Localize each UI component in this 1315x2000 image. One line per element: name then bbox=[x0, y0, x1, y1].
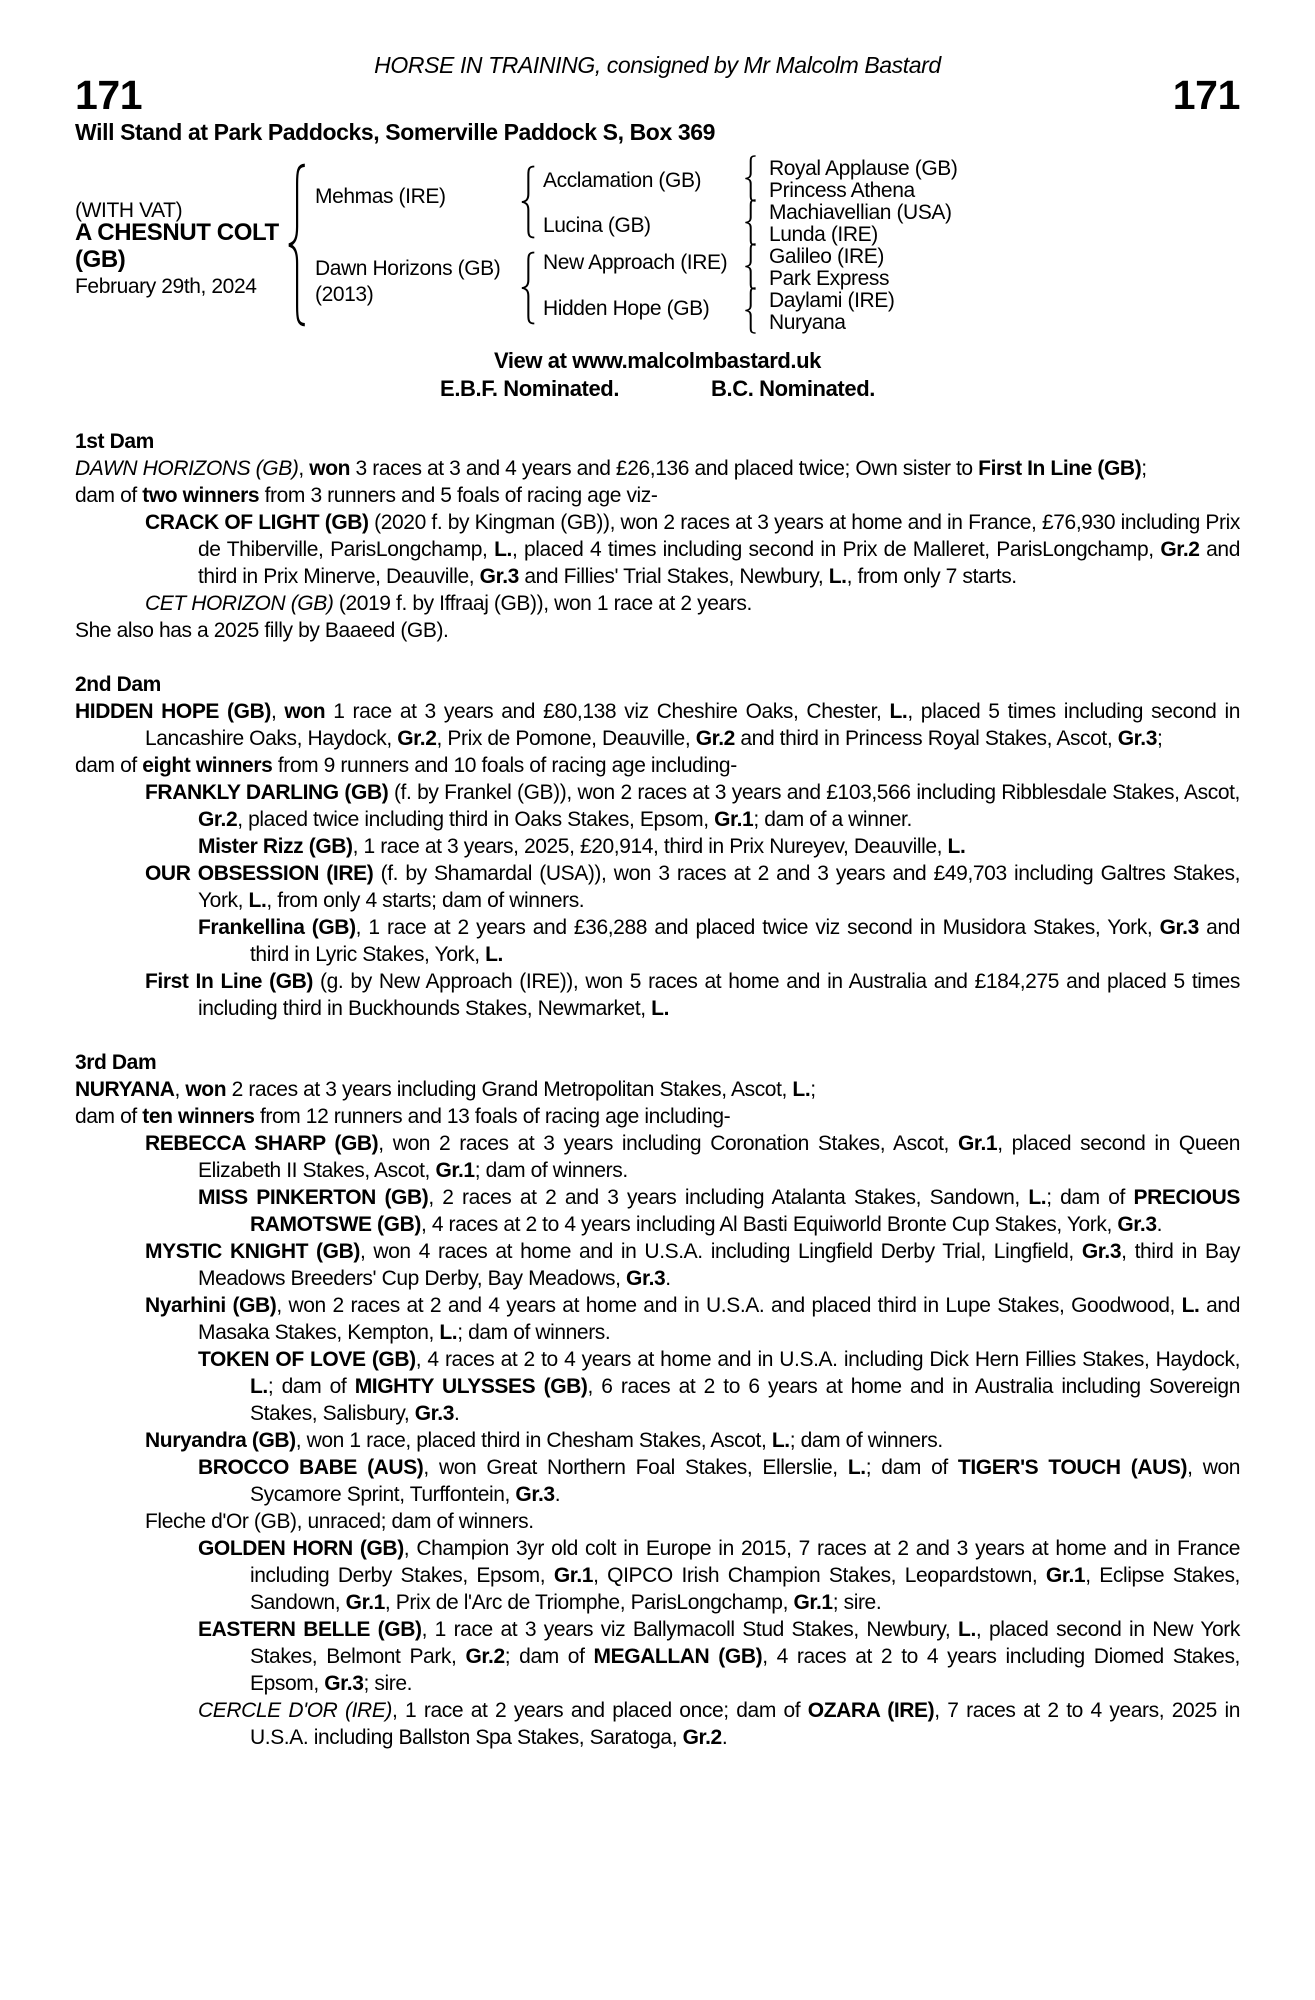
text-run: Nuryandra (GB) bbox=[145, 1429, 296, 1452]
pedigree-paragraph bbox=[75, 860, 1240, 914]
text-run: ; dam of winners. bbox=[457, 1321, 611, 1344]
text-run: two winners bbox=[142, 484, 260, 507]
sire-sire-dam-name: Princess Athena bbox=[769, 179, 915, 202]
text-run: , placed twice including third in Oaks Stakes, Epsom, bbox=[237, 808, 715, 831]
text-run: MYSTIC KNIGHT (GB) bbox=[145, 1240, 360, 1263]
sire-dam-name: Lucina (GB) bbox=[543, 214, 651, 237]
pedigree-paragraph bbox=[75, 1346, 1240, 1427]
pedigree-paragraph bbox=[75, 1184, 1240, 1238]
text-run: dam of bbox=[75, 484, 143, 507]
text-run: L. bbox=[958, 1618, 976, 1641]
dam-name: Dawn Horizons (GB) bbox=[315, 257, 501, 280]
text-run: 1 race at 3 years and £80,138 viz Cheshire Oaks, Chester, bbox=[325, 700, 890, 723]
text-run: won bbox=[185, 1078, 227, 1101]
text-run: (f. by Shamardal (USA)), won 3 races at 2 and 3 years and £49,703 including Galtres Stakes, York, bbox=[198, 862, 1241, 912]
text-run: Gr.1 bbox=[793, 1591, 833, 1614]
dam-year: (2013) bbox=[315, 283, 374, 306]
pedigree-brace-icon bbox=[743, 287, 757, 334]
text-run: from 9 runners and 10 foals of racing age including- bbox=[272, 754, 737, 777]
text-run: L. bbox=[828, 565, 847, 588]
text-run: ; sire. bbox=[363, 1672, 413, 1695]
text-run: L. bbox=[771, 1429, 790, 1452]
pedigree-paragraph bbox=[75, 1535, 1240, 1616]
text-run: L. bbox=[1181, 1294, 1200, 1317]
pedigree-paragraph bbox=[75, 1103, 1240, 1130]
text-run: eight winners bbox=[142, 754, 273, 777]
text-run: , Eclipse Stakes, Sandown, bbox=[250, 1564, 1240, 1614]
text-run: First In Line (GB) bbox=[145, 970, 313, 993]
pedigree-paragraph bbox=[75, 1427, 1240, 1454]
pedigree-paragraph bbox=[75, 752, 1240, 779]
text-run: First In Line (GB) bbox=[978, 457, 1142, 480]
text-run: 3 races at 3 and 4 years and £26,136 and placed twice; Own sister to bbox=[350, 457, 979, 480]
text-run: DAWN HORIZONS (GB) bbox=[75, 457, 299, 480]
pedigree-brace-icon bbox=[743, 199, 757, 246]
text-run: , 7 races at 2 to 4 years, 2025 in U.S.A. including Ballston Spa Stakes, Saratoga, bbox=[250, 1699, 1240, 1749]
text-run: , won Sycamore Sprint, Turffontein, bbox=[250, 1456, 1241, 1506]
text-run: ; dam of winners. bbox=[789, 1429, 943, 1452]
text-run: , 4 races at 2 to 4 years at home and in U.S.A. including Dick Hern Fillies Stakes, Haydock, bbox=[415, 1348, 1241, 1371]
text-run: Gr.3 bbox=[1117, 1213, 1157, 1236]
pedigree-brace-icon bbox=[743, 155, 757, 202]
text-run: and Masaka Stakes, Kempton, bbox=[198, 1294, 1240, 1344]
text-run: TIGER'S TOUCH (AUS) bbox=[957, 1456, 1188, 1479]
text-run: HIDDEN HOPE (GB) bbox=[75, 700, 271, 723]
text-run: ten winners bbox=[142, 1105, 255, 1128]
text-run: Gr.3 bbox=[1159, 916, 1199, 939]
view-online-line: View at www.malcolmbastard.uk bbox=[493, 348, 822, 373]
text-run: (g. by New Approach (IRE)), won 5 races at home and in Australia and £184,275 and placed 5 times including third in Buckhounds Stakes, Newmarket, bbox=[198, 970, 1241, 1020]
pedigree-paragraph bbox=[75, 1508, 1240, 1535]
text-run: OUR OBSESSION (IRE) bbox=[145, 862, 374, 885]
text-run: ; sire. bbox=[832, 1591, 882, 1614]
text-run: Frankellina (GB) bbox=[198, 916, 356, 939]
text-run: NURYANA bbox=[75, 1078, 175, 1101]
pedigree-table bbox=[75, 150, 1240, 342]
text-run: L. bbox=[792, 1078, 811, 1101]
text-run: TOKEN OF LOVE (GB) bbox=[198, 1348, 416, 1371]
pedigree-paragraph bbox=[75, 1292, 1240, 1346]
text-run: , bbox=[298, 457, 310, 480]
pedigree-paragraph bbox=[75, 1454, 1240, 1508]
text-run: , won Great Northern Foal Stakes, Ellerslie, bbox=[423, 1456, 848, 1479]
lot-number-right: 171 bbox=[1172, 72, 1240, 118]
text-run: She also has a 2025 filly by Baaeed (GB). bbox=[75, 619, 449, 642]
dam-section-heading: 1st Dam bbox=[75, 430, 154, 453]
text-run: Gr.1 bbox=[553, 1564, 594, 1587]
text-run: Nyarhini (GB) bbox=[145, 1294, 277, 1317]
pedigree-brace-icon bbox=[519, 251, 536, 325]
text-run: . bbox=[1156, 1213, 1163, 1236]
text-run: and third in Princess Royal Stakes, Ascot, bbox=[734, 727, 1118, 750]
subject-vat: (WITH VAT) bbox=[75, 199, 183, 222]
pedigree-paragraph bbox=[75, 1616, 1240, 1697]
text-run: and third in Lyric Stakes, York, bbox=[250, 916, 1241, 966]
text-run: and third in Prix Minerve, Deauville, bbox=[198, 538, 1240, 588]
text-run: L. bbox=[250, 1375, 268, 1398]
text-run: L. bbox=[485, 943, 503, 966]
text-run: Mister Rizz (GB) bbox=[198, 835, 353, 858]
text-run: ; bbox=[1157, 727, 1163, 750]
text-run: , Prix de Pomone, Deauville, bbox=[436, 727, 696, 750]
text-run: , bbox=[270, 700, 285, 723]
pedigree-paragraph bbox=[75, 779, 1240, 833]
subject-name: A CHESNUT COLT bbox=[75, 219, 279, 246]
pedigree-paragraph bbox=[75, 455, 1240, 482]
text-run: L. bbox=[847, 1456, 866, 1479]
text-run: , placed second in Queen Elizabeth II Stakes, Ascot, bbox=[198, 1132, 1240, 1182]
text-run: Gr.3 bbox=[479, 565, 519, 588]
text-run: , won 4 races at home and in U.S.A. including Lingfield Derby Trial, Lingfield, bbox=[359, 1240, 1082, 1263]
dam-sire-sire-name: Galileo (IRE) bbox=[769, 245, 884, 268]
sire-dam-sire-name: Machiavellian (USA) bbox=[769, 201, 952, 224]
dam-dam-dam-name: Nuryana bbox=[769, 311, 846, 334]
text-run: ; dam of winners. bbox=[474, 1159, 628, 1182]
text-run: , 4 races at 2 to 4 years including Diomed Stakes, Epsom, bbox=[250, 1645, 1240, 1695]
text-run: CERCLE D'OR (IRE) bbox=[198, 1699, 393, 1722]
text-run: , 1 race at 3 years viz Ballymacoll Stud Stakes, Newbury, bbox=[421, 1618, 959, 1641]
text-run: ; dam of bbox=[1046, 1186, 1134, 1209]
dam-sections bbox=[75, 428, 1240, 1751]
text-run: , 1 race at 3 years, 2025, £20,914, third in Prix Nureyev, Deauville, bbox=[352, 835, 948, 858]
text-run: Gr.1 bbox=[714, 808, 754, 831]
text-run: Gr.2 bbox=[465, 1645, 505, 1668]
text-run: Gr.3 bbox=[324, 1672, 364, 1695]
text-run: Gr.2 bbox=[695, 727, 735, 750]
text-run: , 6 races at 2 to 6 years at home and in Australia including Sovereign Stakes, Salisbury, bbox=[250, 1375, 1240, 1425]
text-run: (f. by Frankel (GB)), won 2 races at 3 years and £103,566 including Ribblesdale Stakes, Ascot, bbox=[388, 781, 1240, 804]
text-run: Gr.3 bbox=[1081, 1240, 1122, 1263]
text-run: Gr.2 bbox=[198, 808, 238, 831]
text-run: . bbox=[554, 1483, 561, 1506]
text-run: L. bbox=[494, 538, 512, 561]
dam-section-heading: 3rd Dam bbox=[75, 1051, 157, 1074]
text-run: Gr.1 bbox=[957, 1132, 998, 1155]
text-run: , Champion 3yr old colt in Europe in 2015, 7 races at 2 and 3 years at home and in France including Derby Stakes, Epsom, bbox=[250, 1537, 1241, 1587]
nominations-row bbox=[75, 376, 1240, 402]
text-run: , won 2 races at 2 and 4 years at home and in U.S.A. and placed third in Lupe Stakes, Goodwood, bbox=[276, 1294, 1182, 1317]
text-run: , Prix de l'Arc de Triomphe, ParisLongchamp, bbox=[384, 1591, 794, 1614]
text-run: Gr.3 bbox=[414, 1402, 455, 1425]
pedigree-paragraph bbox=[75, 968, 1240, 1022]
text-run: , placed 4 times including second in Prix de Malleret, ParisLongchamp, bbox=[511, 538, 1161, 561]
consignor-line: HORSE IN TRAINING, consigned by Mr Malcolm Bastard bbox=[374, 52, 941, 78]
text-run: , from only 7 starts. bbox=[846, 565, 1017, 588]
text-run: , placed 5 times including second in Lancashire Oaks, Haydock, bbox=[145, 700, 1240, 750]
text-run: , 2 races at 2 and 3 years including Atalanta Stakes, Sandown, bbox=[428, 1186, 1029, 1209]
text-run: Gr.1 bbox=[435, 1159, 475, 1182]
text-run: Gr.3 bbox=[626, 1267, 666, 1290]
text-run: REBECCA SHARP (GB) bbox=[145, 1132, 379, 1155]
text-run: ; dam of bbox=[267, 1375, 355, 1398]
text-run: , 4 races at 2 to 4 years including Al Basti Equiworld Bronte Cup Stakes, York, bbox=[420, 1213, 1118, 1236]
sire-dam-dam-name: Lunda (IRE) bbox=[769, 223, 878, 246]
text-run: , 1 race at 2 years and £36,288 and placed twice viz second in Musidora Stakes, York, bbox=[355, 916, 1160, 939]
text-run: Gr.3 bbox=[1117, 727, 1157, 750]
text-run: . bbox=[454, 1402, 460, 1425]
text-run: dam of bbox=[75, 1105, 143, 1128]
text-run: L. bbox=[248, 889, 267, 912]
text-run: , won 1 race, placed third in Chesham Stakes, Ascot, bbox=[295, 1429, 772, 1452]
text-run: MIGHTY ULYSSES (GB) bbox=[354, 1375, 588, 1398]
dam-section-heading: 2nd Dam bbox=[75, 673, 161, 696]
text-run: Gr.1 bbox=[1045, 1564, 1086, 1587]
text-run: , bbox=[174, 1078, 186, 1101]
stand-location-line: Will Stand at Park Paddocks, Somerville Paddock S, Box 369 bbox=[75, 119, 716, 145]
subject-suffix: (GB) bbox=[75, 246, 126, 273]
text-run: . bbox=[721, 1726, 728, 1749]
text-run: L. bbox=[947, 835, 966, 858]
lot-number-row bbox=[75, 74, 1240, 116]
bc-nominated-label: B.C. Nominated. bbox=[711, 376, 875, 401]
text-run: L. bbox=[1028, 1186, 1047, 1209]
text-run: ; dam of bbox=[504, 1645, 594, 1668]
text-run: Gr.2 bbox=[1160, 538, 1200, 561]
text-run: FRANKLY DARLING (GB) bbox=[145, 781, 389, 804]
text-run: MEGALLAN (GB) bbox=[593, 1645, 763, 1668]
text-run: L. bbox=[889, 700, 908, 723]
text-run: 2 races at 3 years including Grand Metropolitan Stakes, Ascot, bbox=[226, 1078, 793, 1101]
pedigree-paragraph bbox=[75, 1697, 1240, 1751]
dam-sire-dam-name: Park Express bbox=[769, 267, 890, 290]
pedigree-paragraph bbox=[75, 482, 1240, 509]
text-run: (2019 f. by Iffraaj (GB)), won 1 race at 2 years. bbox=[333, 592, 752, 615]
sire-sire-sire-name: Royal Applause (GB) bbox=[769, 157, 958, 180]
text-run: Fleche d'Or (GB), unraced; dam of winners. bbox=[145, 1510, 534, 1533]
text-run: CET HORIZON (GB) bbox=[145, 592, 334, 615]
text-run: won bbox=[309, 457, 351, 480]
text-run: PRECIOUS RAMOTSWE (GB) bbox=[250, 1186, 1240, 1236]
dam-dam-name: Hidden Hope (GB) bbox=[543, 297, 710, 320]
text-run: , won 2 races at 3 years including Coronation Stakes, Ascot, bbox=[378, 1132, 958, 1155]
pedigree-paragraph bbox=[75, 914, 1240, 968]
text-run: ; bbox=[810, 1078, 816, 1101]
text-run: dam of bbox=[75, 754, 143, 777]
text-run: GOLDEN HORN (GB) bbox=[198, 1537, 404, 1560]
pedigree-paragraph bbox=[75, 833, 1240, 860]
text-run: , placed second in New York Stakes, Belmont Park, bbox=[250, 1618, 1240, 1668]
pedigree-paragraph bbox=[75, 590, 1240, 617]
text-run: ; dam of a winner. bbox=[753, 808, 912, 831]
text-run: and Fillies' Trial Stakes, Newbury, bbox=[518, 565, 829, 588]
subject-foaling-date: February 29th, 2024 bbox=[75, 275, 257, 298]
text-run: from 3 runners and 5 foals of racing age viz- bbox=[259, 484, 658, 507]
text-run: , from only 4 starts; dam of winners. bbox=[266, 889, 585, 912]
pedigree-paragraph bbox=[75, 1130, 1240, 1184]
text-run: , third in Bay Meadows Breeders' Cup Derby, Bay Meadows, bbox=[198, 1240, 1240, 1290]
text-run: (2020 f. by Kingman (GB)), won 2 races at 3 years at home and in France, £76,930 including Prix de Thiberville, ParisLongchamp, bbox=[198, 511, 1240, 561]
sire-sire-name: Acclamation (GB) bbox=[543, 169, 702, 192]
ebf-nominated-label: E.B.F. Nominated. bbox=[440, 376, 620, 401]
text-run: L. bbox=[651, 997, 670, 1020]
pedigree-brace-icon bbox=[285, 162, 307, 328]
text-run: Gr.3 bbox=[515, 1483, 555, 1506]
text-run: OZARA (IRE) bbox=[807, 1699, 935, 1722]
text-run: CRACK OF LIGHT (GB) bbox=[145, 511, 369, 534]
text-run: EASTERN BELLE (GB) bbox=[198, 1618, 422, 1641]
pedigree-paragraph bbox=[75, 1238, 1240, 1292]
text-run: Gr.2 bbox=[682, 1726, 722, 1749]
lot-number-left: 171 bbox=[75, 72, 143, 118]
text-run: BROCCO BABE (AUS) bbox=[198, 1456, 424, 1479]
text-run: from 12 runners and 13 foals of racing age including- bbox=[254, 1105, 731, 1128]
text-run: , 1 race at 2 years and placed once; dam of bbox=[392, 1699, 808, 1722]
text-run: ; dam of bbox=[865, 1456, 958, 1479]
pedigree-paragraph bbox=[75, 1076, 1240, 1103]
dam-sire-name: New Approach (IRE) bbox=[543, 251, 728, 274]
text-run: L. bbox=[439, 1321, 458, 1344]
sire-name: Mehmas (IRE) bbox=[315, 185, 446, 208]
dam-dam-sire-name: Daylami (IRE) bbox=[769, 289, 895, 312]
pedigree-paragraph bbox=[75, 698, 1240, 752]
text-run: , QIPCO Irish Champion Stakes, Leopardstown, bbox=[593, 1564, 1046, 1587]
pedigree-brace-icon bbox=[519, 165, 536, 239]
pedigree-paragraph bbox=[75, 617, 1240, 644]
text-run: . bbox=[665, 1267, 671, 1290]
pedigree-brace-icon bbox=[743, 243, 757, 290]
text-run: Gr.2 bbox=[397, 727, 437, 750]
text-run: ; bbox=[1141, 457, 1147, 480]
text-run: MISS PINKERTON (GB) bbox=[198, 1186, 429, 1209]
pedigree-paragraph bbox=[75, 509, 1240, 590]
text-run: Gr.1 bbox=[345, 1591, 385, 1614]
text-run: won bbox=[284, 700, 326, 723]
